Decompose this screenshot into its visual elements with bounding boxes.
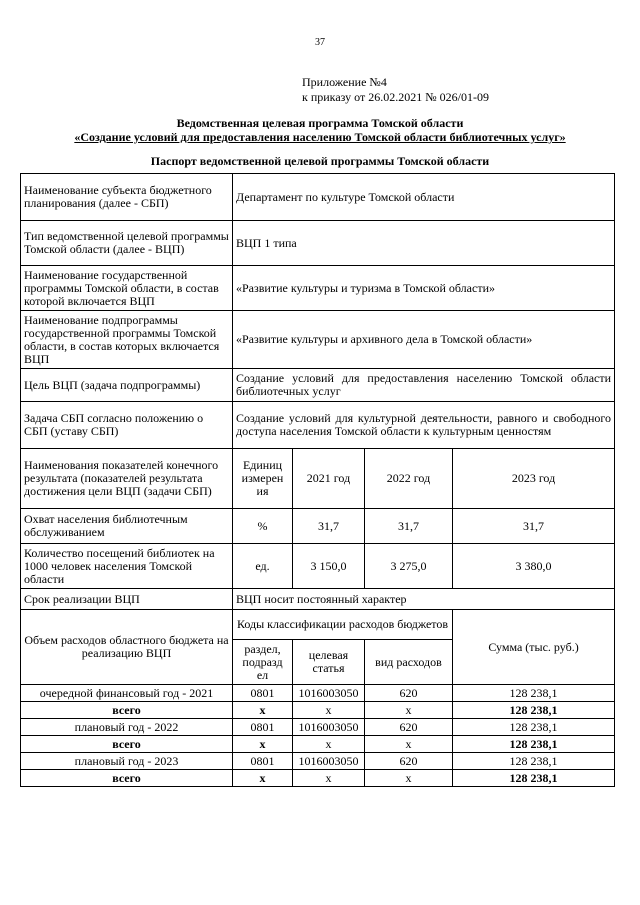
appendix-note	[302, 75, 489, 105]
year-header: 2021 год	[293, 449, 365, 509]
year-header: 2023 год	[453, 449, 615, 509]
row-label: Наименование субъекта бюджетного планирования (далее - СБП)	[21, 174, 233, 221]
expense-type: х	[365, 770, 453, 787]
expense-section: х	[233, 736, 293, 753]
expense-sum: 128 238,1	[453, 702, 615, 719]
row-value: ВЦП 1 типа	[233, 221, 615, 266]
indicators-header-label: Наименования показателей конечного результата (показателей результата достижения цели ВЦП (задачи СБП)	[21, 449, 233, 509]
expense-target: 1016003050	[293, 719, 365, 736]
expense-label: очередной финансовый год - 2021	[21, 685, 233, 702]
row-value: Департамент по культуре Томской области	[233, 174, 615, 221]
indicator-value: 31,7	[293, 509, 365, 544]
expense-label: всего	[21, 736, 233, 753]
program-title: Ведомственная целевая программа Томской области	[176, 116, 464, 130]
row-value: «Развитие культуры и туризма в Томской области»	[233, 266, 615, 311]
indicator-label: Охват населения библиотечным обслуживанием	[21, 509, 233, 544]
indicator-value: 31,7	[453, 509, 615, 544]
expense-section: 0801	[233, 719, 293, 736]
sum-header: Сумма (тыс. руб.)	[453, 610, 615, 685]
expense-type: 620	[365, 753, 453, 770]
table-row	[21, 369, 615, 402]
expense-type: х	[365, 702, 453, 719]
expense-row	[21, 685, 615, 702]
passport-table	[20, 173, 615, 787]
row-value: Создание условий для культурной деятельности, равного и свободного доступа населения Томской области к культурным ценностям	[233, 402, 615, 449]
expense-total-row	[21, 770, 615, 787]
expense-target: 1016003050	[293, 753, 365, 770]
passport-title: Паспорт ведомственной целевой программы Томской области	[150, 154, 490, 168]
indicator-value: 3 150,0	[293, 544, 365, 589]
term-value: ВЦП носит постоянный характер	[233, 589, 615, 610]
expense-sum: 128 238,1	[453, 770, 615, 787]
expense-sum: 128 238,1	[453, 753, 615, 770]
term-row	[21, 589, 615, 610]
expense-type: 620	[365, 685, 453, 702]
expenses-label: Объем расходов областного бюджета на реализацию ВЦП	[21, 610, 233, 685]
table-row	[21, 221, 615, 266]
appendix-order: к приказу от 26.02.2021 № 026/01-09	[302, 90, 490, 104]
indicator-value: 31,7	[365, 509, 453, 544]
expenses-header-row	[21, 610, 615, 640]
indicator-row	[21, 509, 615, 544]
expense-sum: 128 238,1	[453, 685, 615, 702]
row-value: «Развитие культуры и архивного дела в Томской области»	[233, 311, 615, 369]
expense-total-row	[21, 702, 615, 719]
table-row	[21, 402, 615, 449]
expense-label: плановый год - 2022	[21, 719, 233, 736]
expense-total-row	[21, 736, 615, 753]
row-label: Наименование подпрограммы государственной программы Томской области, в состав которых включается ВЦП	[21, 311, 233, 369]
row-label: Задача СБП согласно положению о СБП (уставу СБП)	[21, 402, 233, 449]
year-header: 2022 год	[365, 449, 453, 509]
indicator-value: 3 275,0	[365, 544, 453, 589]
row-label: Цель ВЦП (задача подпрограммы)	[21, 369, 233, 402]
indicator-unit: ед.	[233, 544, 293, 589]
indicator-unit: %	[233, 509, 293, 544]
indicator-value: 3 380,0	[453, 544, 615, 589]
expense-section: х	[233, 770, 293, 787]
expense-label: плановый год - 2023	[21, 753, 233, 770]
row-label: Наименование государственной программы Томской области, в состав которой включается ВЦП	[21, 266, 233, 311]
expense-type: 620	[365, 719, 453, 736]
type-header: вид расходов	[365, 640, 453, 685]
indicator-label: Количество посещений библиотек на 1000 человек населения Томской области	[21, 544, 233, 589]
expense-target: х	[293, 736, 365, 753]
expense-row	[21, 753, 615, 770]
expense-sum: 128 238,1	[453, 736, 615, 753]
unit-header: Единиц измерен ия	[233, 449, 293, 509]
indicators-header-row	[21, 449, 615, 509]
appendix-title: Приложение №4	[302, 75, 387, 89]
table-row	[21, 174, 615, 221]
expense-target: 1016003050	[293, 685, 365, 702]
expense-section: 0801	[233, 753, 293, 770]
expense-sum: 128 238,1	[453, 719, 615, 736]
expense-target: х	[293, 702, 365, 719]
expense-section: х	[233, 702, 293, 719]
expense-row	[21, 719, 615, 736]
target-header: целевая статья	[293, 640, 365, 685]
codes-header: Коды классификации расходов бюджетов	[233, 610, 453, 640]
table-row	[21, 266, 615, 311]
expense-target: х	[293, 770, 365, 787]
table-row	[21, 311, 615, 369]
term-label: Срок реализации ВЦП	[21, 589, 233, 610]
expense-label: всего	[21, 770, 233, 787]
program-name: «Создание условий для предоставления населению Томской области библиотечных услуг»	[74, 130, 566, 144]
expense-label: всего	[21, 702, 233, 719]
page-number: 37	[315, 37, 325, 48]
expense-type: х	[365, 736, 453, 753]
expense-section: 0801	[233, 685, 293, 702]
row-value: Создание условий для предоставления населению Томской области библиотечных услуг	[233, 369, 615, 402]
row-label: Тип ведомственной целевой программы Томской области (далее - ВЦП)	[21, 221, 233, 266]
section-header: раздел, подразд ел	[233, 640, 293, 685]
indicator-row	[21, 544, 615, 589]
